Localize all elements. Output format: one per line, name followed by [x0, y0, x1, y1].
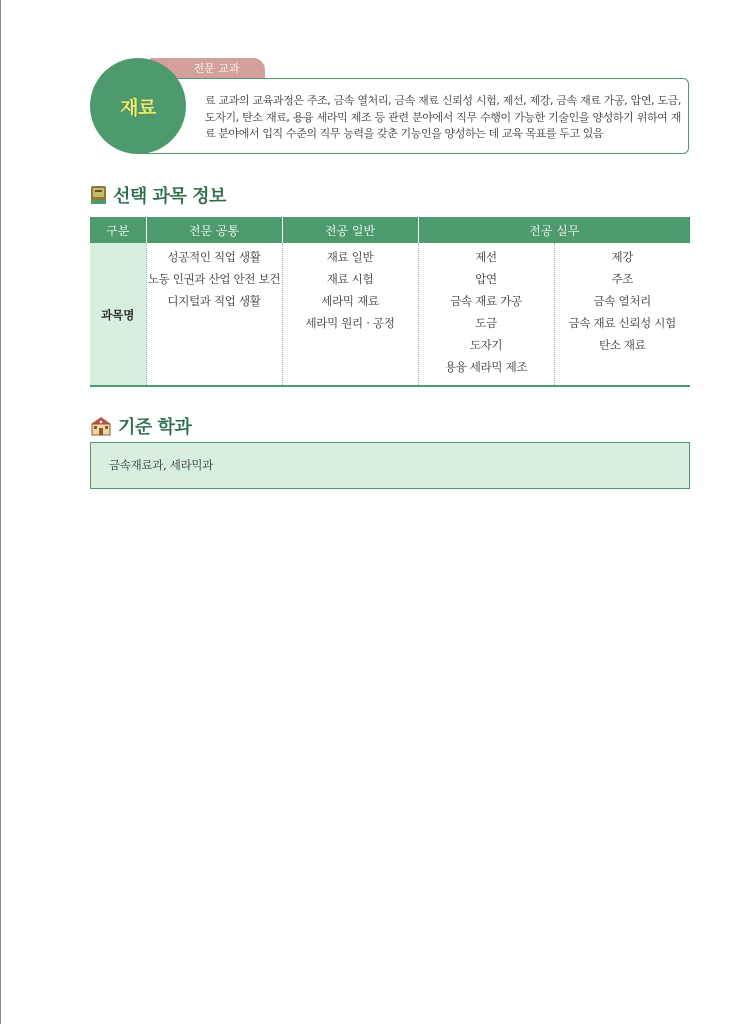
col-header-common: 전문 공통 — [146, 217, 282, 243]
subjects-table — [90, 217, 690, 387]
list-item: 압연 — [475, 272, 497, 286]
general-subjects-cell — [282, 243, 418, 386]
col-header-category: 구분 — [90, 217, 146, 243]
list-item: 디지털과 직업 생활 — [167, 294, 261, 308]
table-header-row — [90, 217, 690, 243]
list-item: 세라믹 재료 — [321, 294, 379, 308]
list-item: 재료 일반 — [326, 250, 374, 264]
list-item: 성공적인 직업 생활 — [167, 250, 261, 264]
list-item: 도자기 — [469, 338, 503, 352]
list-item: 용융 세라믹 제조 — [444, 360, 528, 374]
departments-box — [90, 442, 690, 489]
subject-category-label: 전문 교과 — [193, 62, 240, 75]
row-header-subject-name: 과목명 — [90, 243, 146, 386]
school-icon — [90, 416, 112, 436]
departments-section-heading — [90, 413, 191, 439]
list-item: 주조 — [611, 272, 634, 286]
subjects-section-heading — [90, 182, 226, 208]
common-subjects-cell — [146, 243, 282, 386]
list-item: 탄소 재료 — [598, 338, 646, 352]
table-row — [90, 243, 690, 386]
subject-intro-box — [140, 78, 689, 154]
list-item: 금속 재료 가공 — [450, 294, 522, 308]
list-item: 금속 열처리 — [593, 294, 651, 308]
subject-name: 재료 — [120, 96, 156, 119]
departments-section-title: 기준 학과 — [118, 417, 192, 438]
practice-subjects-cell-a — [418, 243, 554, 386]
list-item: 제강 — [611, 250, 634, 264]
list-item: 금속 재료 신뢰성 시험 — [568, 316, 676, 330]
col-header-practice: 전공 실무 — [418, 217, 690, 243]
subject-badge — [90, 58, 186, 154]
practice-subjects-cell-b — [554, 243, 690, 386]
subjects-section-title: 선택 과목 정보 — [113, 186, 226, 207]
list-item: 세라믹 원리 · 공정 — [305, 316, 395, 330]
list-item: 노동 인권과 산업 안전 보건 — [147, 272, 281, 286]
subject-description: 료 교과의 교육과정은 주조, 금속 열처리, 금속 재료 신뢰성 시험, 제선, 제강, 금속 재료 가공, 압연, 도금, 도자기, 탄소 재료, 용융 세라믹 제조 등 관련 분야에서 직무 수행이 가능한 기술인을 양성하기 위하여 재료 분야에서 입직 수준의 직무 능력을 갖춘 기능인을 양성하는 데 교육 목표를 두고 있음 — [205, 94, 681, 140]
list-item: 제선 — [475, 250, 497, 264]
list-item: 도금 — [475, 316, 497, 330]
list-item: 재료 시험 — [326, 272, 374, 286]
departments-list: 금속재료과, 세라믹과 — [109, 458, 213, 472]
col-header-general: 전공 일반 — [282, 217, 418, 243]
book-icon — [90, 185, 107, 205]
page-edge-rule — [0, 0, 1, 1024]
